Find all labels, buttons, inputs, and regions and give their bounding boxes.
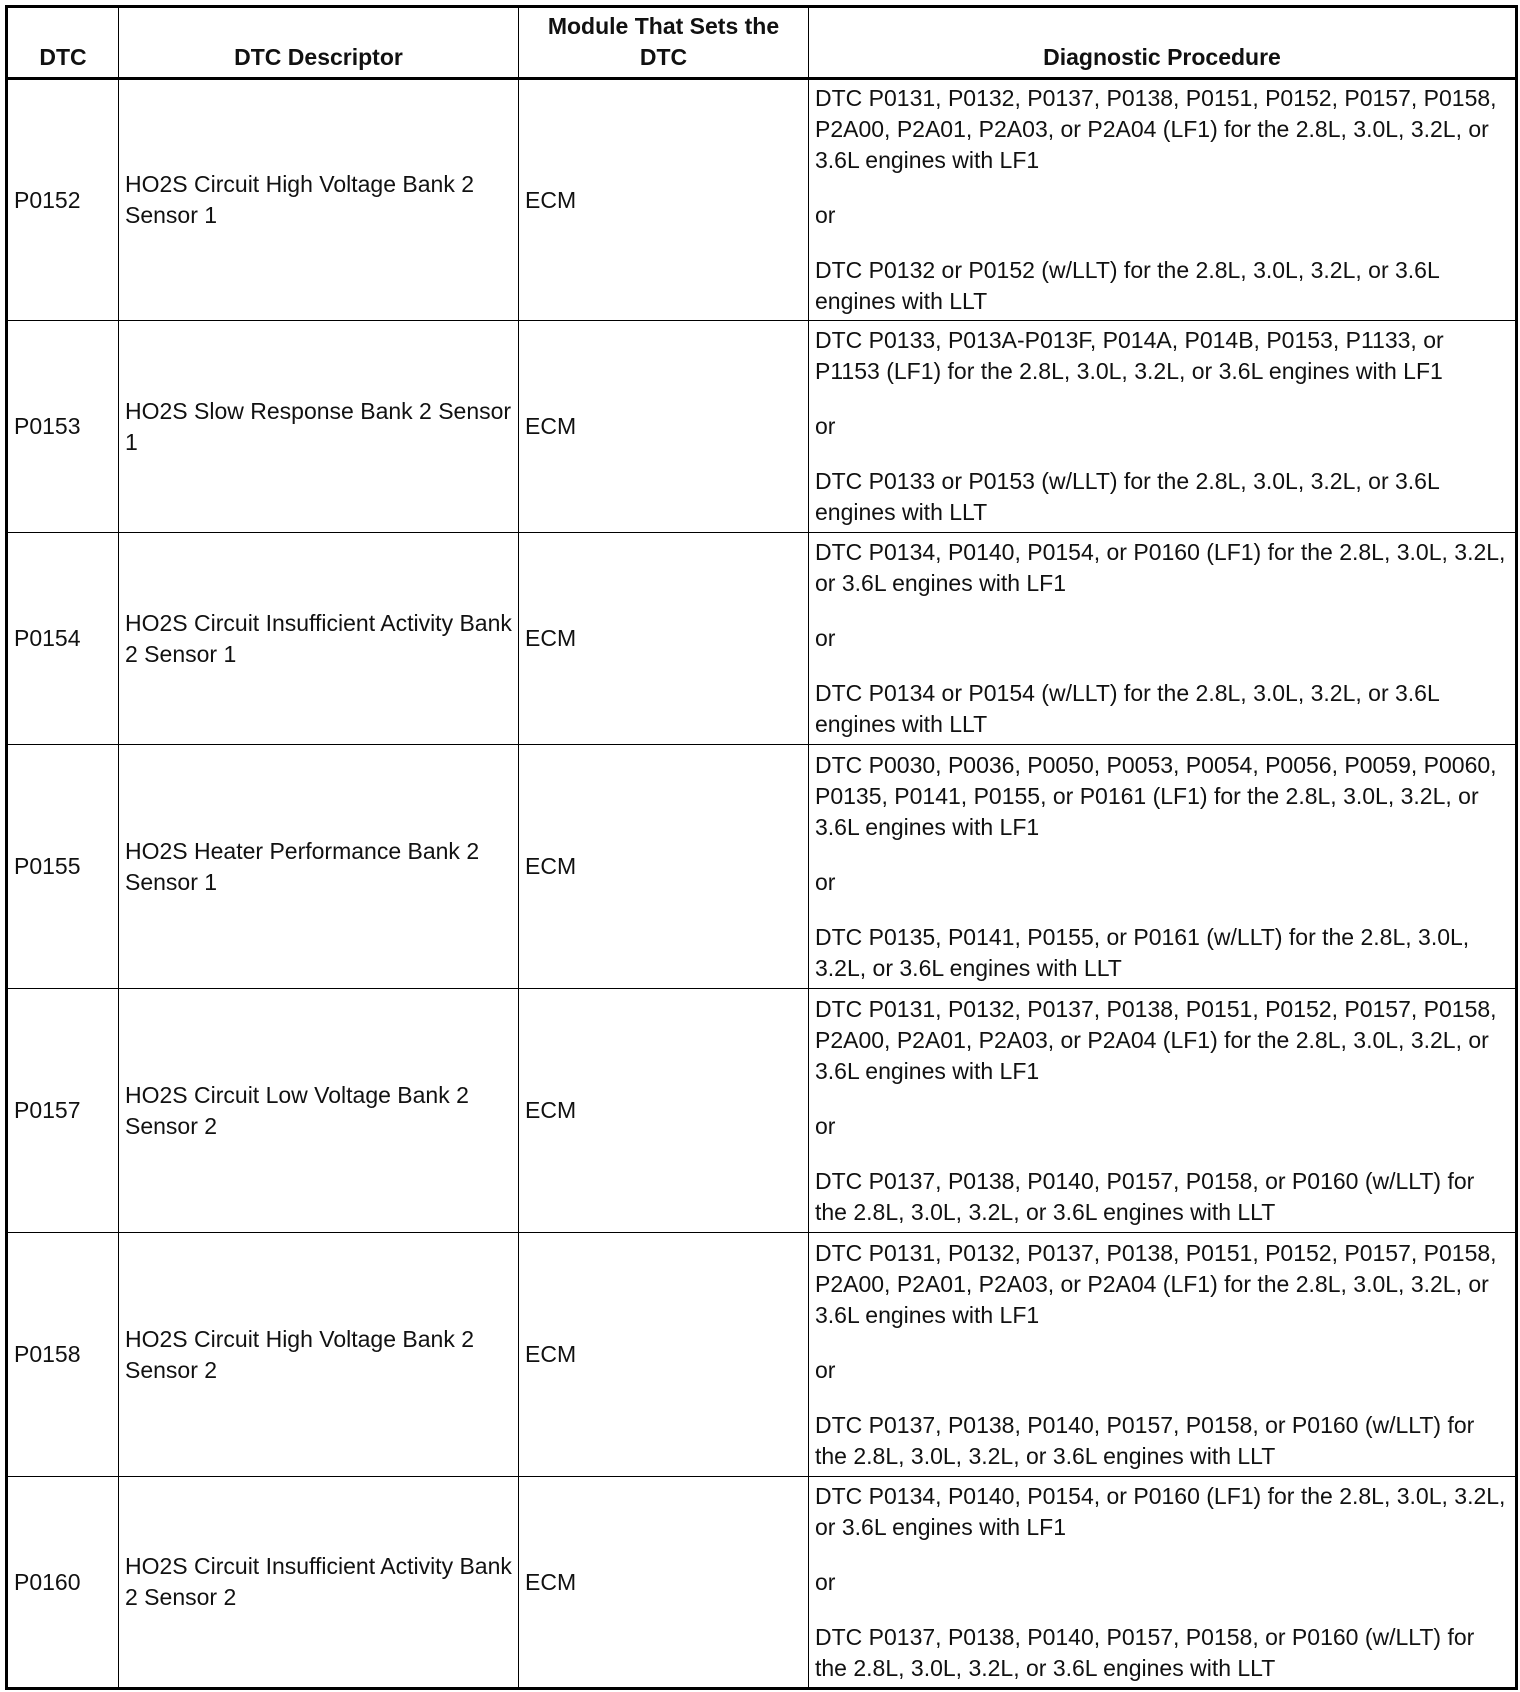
diagnostic-procedure [809, 989, 1517, 1233]
procedure-lf1-link[interactable]: DTC P0131, P0132, P0137, P0138, P0151, P0152, P0157, P0158, P2A00, P2A01, P2A03, or P2A04 (LF1) for the 2.8L, 3.0L, 3.2L, or 3.6L engines with LF1 [815, 1239, 1497, 1328]
header-row [7, 7, 1517, 79]
procedure-llt-link[interactable]: DTC P0133 or P0153 (w/LLT) for the 2.8L, 3.0L, 3.2L, or 3.6L engines with LLT [815, 468, 1439, 525]
dtc-code: P0152 [7, 79, 119, 321]
procedure-lf1-link[interactable]: DTC P0131, P0132, P0137, P0138, P0151, P0152, P0157, P0158, P2A00, P2A01, P2A03, or P2A04 (LF1) for the 2.8L, 3.0L, 3.2L, or 3.6L engines with LF1 [815, 995, 1497, 1084]
setting-module: ECM [519, 79, 809, 321]
dtc-descriptor: HO2S Circuit Insufficient Activity Bank 2 Sensor 1 [119, 533, 519, 745]
setting-module: ECM [519, 989, 809, 1233]
procedure-lf1-link[interactable]: DTC P0134, P0140, P0154, or P0160 (LF1) for the 2.8L, 3.0L, 3.2L, or 3.6L engines with LF1 [815, 1482, 1506, 1540]
procedure-or: or [815, 868, 836, 895]
dtc-descriptor: HO2S Slow Response Bank 2 Sensor 1 [119, 321, 519, 533]
procedure-lf1-link[interactable]: DTC P0133, P013A-P013F, P014A, P014B, P0153, P1133, or P1153 (LF1) for the 2.8L, 3.0L, 3.2L, or 3.6L engines with LF1 [815, 327, 1444, 384]
dtc-descriptor: HO2S Circuit Low Voltage Bank 2 Sensor 2 [119, 989, 519, 1233]
table-row [7, 79, 1517, 321]
table-row [7, 321, 1517, 533]
procedure-lf1-link[interactable]: DTC P0131, P0132, P0137, P0138, P0151, P0152, P0157, P0158, P2A00, P2A01, P2A03, or P2A04 (LF1) for the 2.8L, 3.0L, 3.2L, or 3.6L engines with LF1 [815, 85, 1497, 173]
procedure-lf1-link[interactable]: DTC P0134, P0140, P0154, or P0160 (LF1) for the 2.8L, 3.0L, 3.2L, or 3.6L engines with LF1 [815, 539, 1506, 596]
setting-module: ECM [519, 1477, 809, 1689]
procedure-or: or [815, 413, 836, 439]
header-module: Module That Sets the DTC [519, 7, 809, 79]
table-row [7, 533, 1517, 745]
dtc-code: P0157 [7, 989, 119, 1233]
header-dtc: DTC [7, 7, 119, 79]
procedure-llt-link[interactable]: DTC P0137, P0138, P0140, P0157, P0158, or P0160 (w/LLT) for the 2.8L, 3.0L, 3.2L, or 3.6L engines with LLT [815, 1411, 1475, 1469]
setting-module: ECM [519, 745, 809, 989]
dtc-table [5, 5, 1518, 1690]
procedure-llt-link[interactable]: DTC P0135, P0141, P0155, or P0161 (w/LLT) for the 2.8L, 3.0L, 3.2L, or 3.6L engines with LLT [815, 923, 1470, 981]
procedure-llt-link[interactable]: DTC P0132 or P0152 (w/LLT) for the 2.8L, 3.0L, 3.2L, or 3.6L engines with LLT [815, 257, 1439, 314]
header-procedure: Diagnostic Procedure [809, 7, 1517, 79]
dtc-code: P0155 [7, 745, 119, 989]
procedure-or: or [815, 202, 836, 228]
header-descriptor: DTC Descriptor [119, 7, 519, 79]
table-row [7, 745, 1517, 989]
diagnostic-procedure [809, 321, 1517, 533]
procedure-lf1-link[interactable]: DTC P0030, P0036, P0050, P0053, P0054, P0056, P0059, P0060, P0135, P0141, P0155, or P0161 (LF1) for the 2.8L, 3.0L, 3.2L, or 3.6L engines with LF1 [815, 751, 1497, 840]
procedure-or: or [815, 625, 836, 651]
setting-module: ECM [519, 533, 809, 745]
procedure-llt-link[interactable]: DTC P0137, P0138, P0140, P0157, P0158, or P0160 (w/LLT) for the 2.8L, 3.0L, 3.2L, or 3.6L engines with LLT [815, 1167, 1475, 1225]
procedure-or: or [815, 1112, 836, 1139]
dtc-descriptor: HO2S Circuit Insufficient Activity Bank 2 Sensor 2 [119, 1477, 519, 1689]
dtc-code: P0153 [7, 321, 119, 533]
diagnostic-procedure [809, 1477, 1517, 1689]
dtc-code: P0154 [7, 533, 119, 745]
procedure-llt-link[interactable]: DTC P0134 or P0154 (w/LLT) for the 2.8L, 3.0L, 3.2L, or 3.6L engines with LLT [815, 680, 1439, 737]
dtc-descriptor: HO2S Circuit High Voltage Bank 2 Sensor 1 [119, 79, 519, 321]
diagnostic-procedure [809, 745, 1517, 989]
diagnostic-procedure [809, 533, 1517, 745]
dtc-code: P0158 [7, 1233, 119, 1477]
dtc-code: P0160 [7, 1477, 119, 1689]
procedure-or: or [815, 1356, 836, 1383]
setting-module: ECM [519, 1233, 809, 1477]
procedure-llt-link[interactable]: DTC P0137, P0138, P0140, P0157, P0158, or P0160 (w/LLT) for the 2.8L, 3.0L, 3.2L, or 3.6L engines with LLT [815, 1623, 1475, 1681]
table-row [7, 989, 1517, 1233]
table-row [7, 1233, 1517, 1477]
table-row [7, 1477, 1517, 1689]
dtc-descriptor: HO2S Heater Performance Bank 2 Sensor 1 [119, 745, 519, 989]
diagnostic-procedure [809, 79, 1517, 321]
diagnostic-procedure [809, 1233, 1517, 1477]
setting-module: ECM [519, 321, 809, 533]
dtc-descriptor: HO2S Circuit High Voltage Bank 2 Sensor 2 [119, 1233, 519, 1477]
procedure-or: or [815, 1568, 836, 1595]
